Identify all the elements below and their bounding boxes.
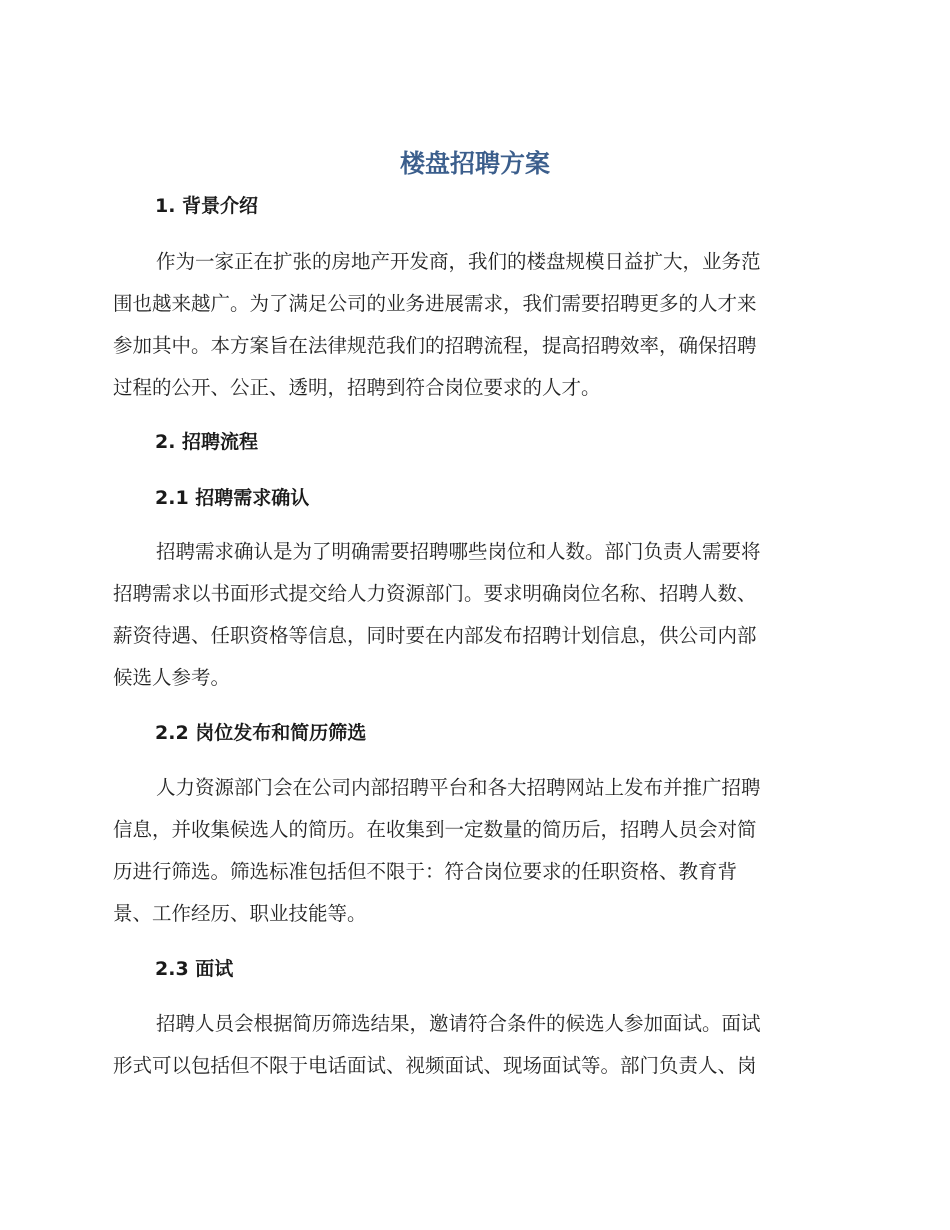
paragraph-line: 人力资源部门会在公司内部招聘平台和各大招聘网站上发布并推广招聘 [156, 776, 761, 799]
section-heading-recruitment-process: 2. 招聘流程 [155, 431, 259, 453]
paragraph-line: 过程的公开、公正、透明，招聘到符合岗位要求的人才。 [113, 376, 601, 399]
paragraph-line: 参加其中。本方案旨在法律规范我们的招聘流程，提高招聘效率，确保招聘 [113, 334, 757, 357]
paragraph-line: 景、工作经历、职业技能等。 [113, 902, 367, 925]
section-heading-background: 1. 背景介绍 [155, 195, 259, 217]
section-heading-interview: 2.3 面试 [155, 958, 234, 980]
paragraph-line: 薪资待遇、任职资格等信息，同时要在内部发布招聘计划信息，供公司内部 [113, 624, 757, 647]
paragraph-line: 招聘人员会根据简历筛选结果，邀请符合条件的候选人参加面试。面试 [156, 1012, 761, 1035]
paragraph-line: 围也越来越广。为了满足公司的业务进展需求，我们需要招聘更多的人才来 [113, 292, 757, 315]
section-heading-demand-confirmation: 2.1 招聘需求确认 [155, 487, 310, 509]
paragraph-line: 信息，并收集候选人的简历。在收集到一定数量的简历后，招聘人员会对简 [113, 818, 757, 841]
section-heading-posting-and-screening: 2.2 岗位发布和简历筛选 [155, 722, 367, 744]
paragraph-background [113, 241, 833, 409]
paragraph-line: 招聘需求以书面形式提交给人力资源部门。要求明确岗位名称、招聘人数、 [113, 582, 757, 605]
paragraph-line: 招聘需求确认是为了明确需要招聘哪些岗位和人数。部门负责人需要将 [156, 540, 761, 563]
paragraph-interview [113, 1003, 833, 1087]
document-title: 楼盘招聘方案 [399, 149, 550, 178]
paragraph-line: 历进行筛选。筛选标准包括但不限于：符合岗位要求的任职资格、教育背 [113, 860, 738, 883]
paragraph-demand-confirmation [113, 531, 833, 699]
paragraph-line: 候选人参考。 [113, 666, 231, 689]
paragraph-posting-and-screening [113, 767, 833, 935]
paragraph-line: 作为一家正在扩张的房地产开发商，我们的楼盘规模日益扩大，业务范 [156, 250, 761, 273]
paragraph-line: 形式可以包括但不限于电话面试、视频面试、现场面试等。部门负责人、岗 [113, 1054, 757, 1077]
